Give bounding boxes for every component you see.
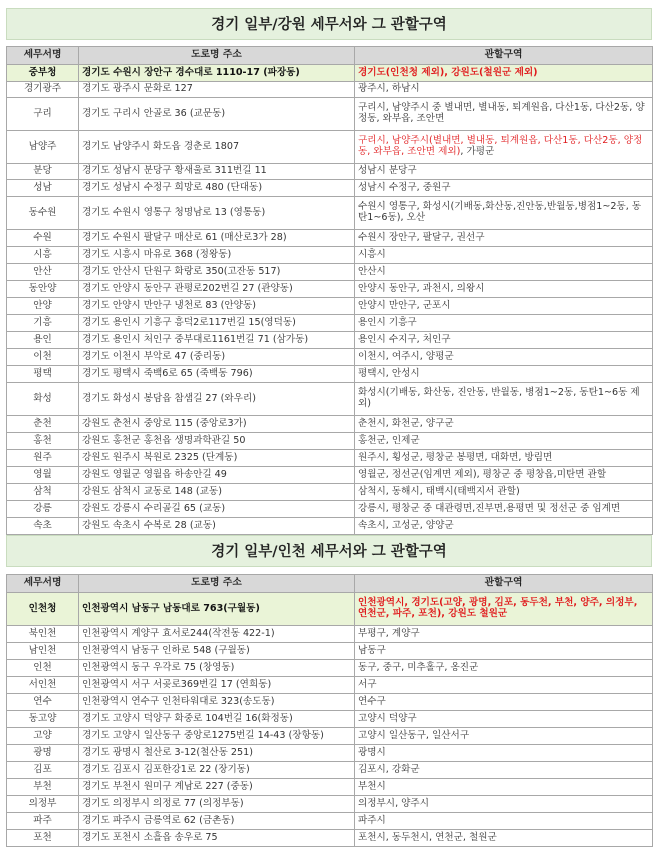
- office-address: 인천광역시 남동구 인하로 548 (구월동): [79, 643, 355, 660]
- office-jurisdiction: 안양시 만안구, 군포시: [355, 298, 653, 315]
- office-address: 강원도 춘천시 중앙로 115 (중앙로3가): [79, 416, 355, 433]
- office-address: 경기도 포천시 소흘읍 송우로 75: [79, 830, 355, 847]
- office-jurisdiction: 고양시 덕양구: [355, 711, 653, 728]
- office-name: 의정부: [7, 796, 79, 813]
- office-jurisdiction: 인천광역시, 경기도(고양, 광명, 김포, 동두천, 부천, 양주, 의정부, 연천군, 파주, 포천), 강원도 철원군: [355, 593, 653, 626]
- table-row: [7, 264, 653, 281]
- table-row: [7, 197, 653, 230]
- office-jurisdiction: 연수구: [355, 694, 653, 711]
- office-jurisdiction: 의정부시, 양주시: [355, 796, 653, 813]
- table-row: [7, 433, 653, 450]
- office-jurisdiction: 속초시, 고성군, 양양군: [355, 518, 653, 535]
- table-row: [7, 660, 653, 677]
- office-jurisdiction: 이천시, 여주시, 양평군: [355, 349, 653, 366]
- office-address: 인천광역시 남동구 남동대로 763(구월동): [79, 593, 355, 626]
- table-row: [7, 180, 653, 197]
- office-name: 화성: [7, 383, 79, 416]
- office-name: 이천: [7, 349, 79, 366]
- table-row: [7, 315, 653, 332]
- office-address: 경기도 의정부시 의정로 77 (의정부동): [79, 796, 355, 813]
- office-address: 경기도 성남시 수정구 희망로 480 (단대동): [79, 180, 355, 197]
- office-address: 경기도 수원시 팔달구 매산로 61 (매산로3가 28): [79, 230, 355, 247]
- office-address: 경기도 평택시 죽백6로 65 (죽백동 796): [79, 366, 355, 383]
- table-row: [7, 728, 653, 745]
- office-jurisdiction: 광주시, 하남시: [355, 82, 653, 98]
- section-1-table: [6, 46, 653, 535]
- office-address: 경기도 광주시 문화로 127: [79, 82, 355, 98]
- table-row: [7, 694, 653, 711]
- office-name: 중부청: [7, 65, 79, 82]
- table-row: [7, 711, 653, 728]
- office-address: 경기도 안양시 만안구 냉천로 83 (안양동): [79, 298, 355, 315]
- office-address: 강원도 속초시 수복로 28 (교동): [79, 518, 355, 535]
- table-row: [7, 332, 653, 349]
- office-jurisdiction: 동구, 중구, 미추홀구, 옹진군: [355, 660, 653, 677]
- table-row: [7, 830, 653, 847]
- office-name: 동안양: [7, 281, 79, 298]
- office-jurisdiction: 원주시, 횡성군, 평창군 봉평면, 대화면, 방림면: [355, 450, 653, 467]
- table-row: [7, 779, 653, 796]
- office-name: 평택: [7, 366, 79, 383]
- table-row: [7, 484, 653, 501]
- office-name: 안양: [7, 298, 79, 315]
- office-jurisdiction: 시흥시: [355, 247, 653, 264]
- office-name: 용인: [7, 332, 79, 349]
- office-jurisdiction: 성남시 수정구, 중원구: [355, 180, 653, 197]
- office-address: 강원도 삼척시 교동로 148 (교동): [79, 484, 355, 501]
- office-jurisdiction: 구리시, 남양주시 중 별내면, 별내동, 퇴계원읍, 다산1동, 다산2동, 양정동, 와부읍, 조안면: [355, 98, 653, 131]
- office-address: 경기도 고양시 일산동구 중앙로1275번길 14-43 (장항동): [79, 728, 355, 745]
- office-jurisdiction: 화성시(기배동, 화산동, 진안동, 반월동, 병점1~2동, 동탄1~6동 제외): [355, 383, 653, 416]
- office-name: 기흥: [7, 315, 79, 332]
- office-address: 강원도 강릉시 수리골길 65 (교동): [79, 501, 355, 518]
- office-name: 포천: [7, 830, 79, 847]
- office-name: 경기광주: [7, 82, 79, 98]
- office-address: 경기도 시흥시 마유로 368 (정왕동): [79, 247, 355, 264]
- table-row: [7, 65, 653, 82]
- office-address: 경기도 김포시 김포한강1로 22 (장기동): [79, 762, 355, 779]
- office-jurisdiction: 파주시: [355, 813, 653, 830]
- office-address: 인천광역시 서구 서곶로369번길 17 (연희동): [79, 677, 355, 694]
- office-jurisdiction: [355, 131, 653, 164]
- office-jurisdiction: 부천시: [355, 779, 653, 796]
- office-name: 인천: [7, 660, 79, 677]
- office-address: 경기도 용인시 기흥구 흥덕2로117번길 15(영덕동): [79, 315, 355, 332]
- header-address: 도로명 주소: [79, 575, 355, 593]
- office-jurisdiction: 남동구: [355, 643, 653, 660]
- office-name: 파주: [7, 813, 79, 830]
- office-address: 경기도 구리시 안골로 36 (교문동): [79, 98, 355, 131]
- office-address: 강원도 홍천군 홍천읍 생명과학관길 50: [79, 433, 355, 450]
- office-address: 경기도 부천시 원미구 계남로 227 (중동): [79, 779, 355, 796]
- table-row: [7, 82, 653, 98]
- table-row: [7, 745, 653, 762]
- table-row: [7, 467, 653, 484]
- office-jurisdiction: 성남시 분당구: [355, 164, 653, 180]
- header-office: 세무서명: [7, 575, 79, 593]
- jurisdiction-highlight: 구리시, 남양주시(별내면, 별내동, 퇴계원읍, 다산1동, 다산2동, 양정동, 와부읍, 조안면 제외): [358, 135, 643, 157]
- office-name: 속초: [7, 518, 79, 535]
- office-address: 경기도 파주시 금릉역로 62 (금촌동): [79, 813, 355, 830]
- table-row: [7, 416, 653, 433]
- office-jurisdiction: 삼척시, 동해시, 태백시(태백지서 관할): [355, 484, 653, 501]
- table-row: [7, 593, 653, 626]
- table-row: [7, 247, 653, 264]
- office-name: 구리: [7, 98, 79, 131]
- office-name: 안산: [7, 264, 79, 281]
- office-address: 경기도 수원시 장안구 경수대로 1110-17 (파장동): [79, 65, 355, 82]
- table-row: [7, 677, 653, 694]
- office-jurisdiction: 수원시 장안구, 팔달구, 권선구: [355, 230, 653, 247]
- table-row: [7, 230, 653, 247]
- section-2-table: [6, 574, 653, 847]
- table-row: [7, 281, 653, 298]
- office-name: 광명: [7, 745, 79, 762]
- header-office: 세무서명: [7, 47, 79, 65]
- office-jurisdiction: 홍천군, 인제군: [355, 433, 653, 450]
- office-name: 분당: [7, 164, 79, 180]
- office-jurisdiction: 영월군, 정선군(임계면 제외), 평창군 중 평창읍,미탄면 관할: [355, 467, 653, 484]
- table-row: [7, 450, 653, 467]
- office-jurisdiction: 광명시: [355, 745, 653, 762]
- office-jurisdiction: 부평구, 계양구: [355, 626, 653, 643]
- office-name: 영월: [7, 467, 79, 484]
- office-name: 동수원: [7, 197, 79, 230]
- office-address: 경기도 수원시 영통구 청명남로 13 (영통동): [79, 197, 355, 230]
- office-jurisdiction: 김포시, 강화군: [355, 762, 653, 779]
- office-jurisdiction: 안양시 동안구, 과천시, 의왕시: [355, 281, 653, 298]
- office-address: 경기도 이천시 부악로 47 (중리동): [79, 349, 355, 366]
- office-address: 경기도 고양시 덕양구 화중로 104번길 16(화정동): [79, 711, 355, 728]
- table-row: [7, 626, 653, 643]
- office-address: 인천광역시 연수구 인천타워대로 323(송도동): [79, 694, 355, 711]
- office-name: 성남: [7, 180, 79, 197]
- office-name: 동고양: [7, 711, 79, 728]
- office-address: 경기도 화성시 봉담읍 참샘길 27 (와우리): [79, 383, 355, 416]
- office-name: 부천: [7, 779, 79, 796]
- office-name: 삼척: [7, 484, 79, 501]
- office-name: 남양주: [7, 131, 79, 164]
- office-jurisdiction: 강릉시, 평창군 중 대관령면,진부면,용평면 및 정선군 중 임계면: [355, 501, 653, 518]
- table-row: [7, 298, 653, 315]
- office-jurisdiction: 포천시, 동두천시, 연천군, 철원군: [355, 830, 653, 847]
- table-row: [7, 98, 653, 131]
- jurisdiction-tail: , 가평군: [460, 146, 495, 157]
- header-address: 도로명 주소: [79, 47, 355, 65]
- table-row: [7, 501, 653, 518]
- table-row: [7, 131, 653, 164]
- office-name: 원주: [7, 450, 79, 467]
- office-name: 춘천: [7, 416, 79, 433]
- office-address: 강원도 원주시 북원로 2325 (단계동): [79, 450, 355, 467]
- office-jurisdiction: 춘천시, 화천군, 양구군: [355, 416, 653, 433]
- office-jurisdiction: 경기도(인천청 제외), 강원도(철원군 제외): [355, 65, 653, 82]
- office-name: 시흥: [7, 247, 79, 264]
- office-address: 인천광역시 계양구 효서로244(작전동 422-1): [79, 626, 355, 643]
- office-jurisdiction: 용인시 수지구, 처인구: [355, 332, 653, 349]
- office-jurisdiction: 고양시 일산동구, 일산서구: [355, 728, 653, 745]
- office-name: 홍천: [7, 433, 79, 450]
- office-address: 경기도 안산시 단원구 화랑로 350(고잔동 517): [79, 264, 355, 281]
- office-name: 북인천: [7, 626, 79, 643]
- table-row: [7, 518, 653, 535]
- office-address: 경기도 용인시 처인구 중부대로1161번길 71 (삼가동): [79, 332, 355, 349]
- office-address: 경기도 안양시 동안구 관평로202번길 27 (관양동): [79, 281, 355, 298]
- office-name: 고양: [7, 728, 79, 745]
- table-row: [7, 164, 653, 180]
- office-address: 경기도 남양주시 화도읍 경춘로 1807: [79, 131, 355, 164]
- office-address: 인천광역시 동구 우각로 75 (창영동): [79, 660, 355, 677]
- header-jurisdiction: 관할구역: [355, 575, 653, 593]
- table-row: [7, 762, 653, 779]
- office-address: 경기도 성남시 분당구 황새울로 311번길 11: [79, 164, 355, 180]
- office-jurisdiction: 용인시 기흥구: [355, 315, 653, 332]
- section-1-title: 경기 일부/강원 세무서와 그 관할구역: [6, 8, 652, 40]
- table-row: [7, 796, 653, 813]
- office-name: 서인천: [7, 677, 79, 694]
- section-2-title: 경기 일부/인천 세무서와 그 관할구역: [6, 535, 652, 567]
- office-name: 김포: [7, 762, 79, 779]
- office-name: 강릉: [7, 501, 79, 518]
- table-row: [7, 813, 653, 830]
- office-address: 강원도 영월군 영월읍 하송안길 49: [79, 467, 355, 484]
- office-jurisdiction: 수원시 영통구, 화성시(기배동,화산동,진안동,반월동,병점1~2동, 동탄1~6동), 오산: [355, 197, 653, 230]
- office-name: 인천청: [7, 593, 79, 626]
- office-name: 남인천: [7, 643, 79, 660]
- office-jurisdiction: 안산시: [355, 264, 653, 281]
- office-jurisdiction: 서구: [355, 677, 653, 694]
- table-row: [7, 383, 653, 416]
- table-row: [7, 349, 653, 366]
- office-name: 수원: [7, 230, 79, 247]
- header-jurisdiction: 관할구역: [355, 47, 653, 65]
- table-row: [7, 366, 653, 383]
- office-jurisdiction: 평택시, 안성시: [355, 366, 653, 383]
- office-name: 연수: [7, 694, 79, 711]
- table-row: [7, 643, 653, 660]
- office-address: 경기도 광명시 철산로 3-12(철산동 251): [79, 745, 355, 762]
